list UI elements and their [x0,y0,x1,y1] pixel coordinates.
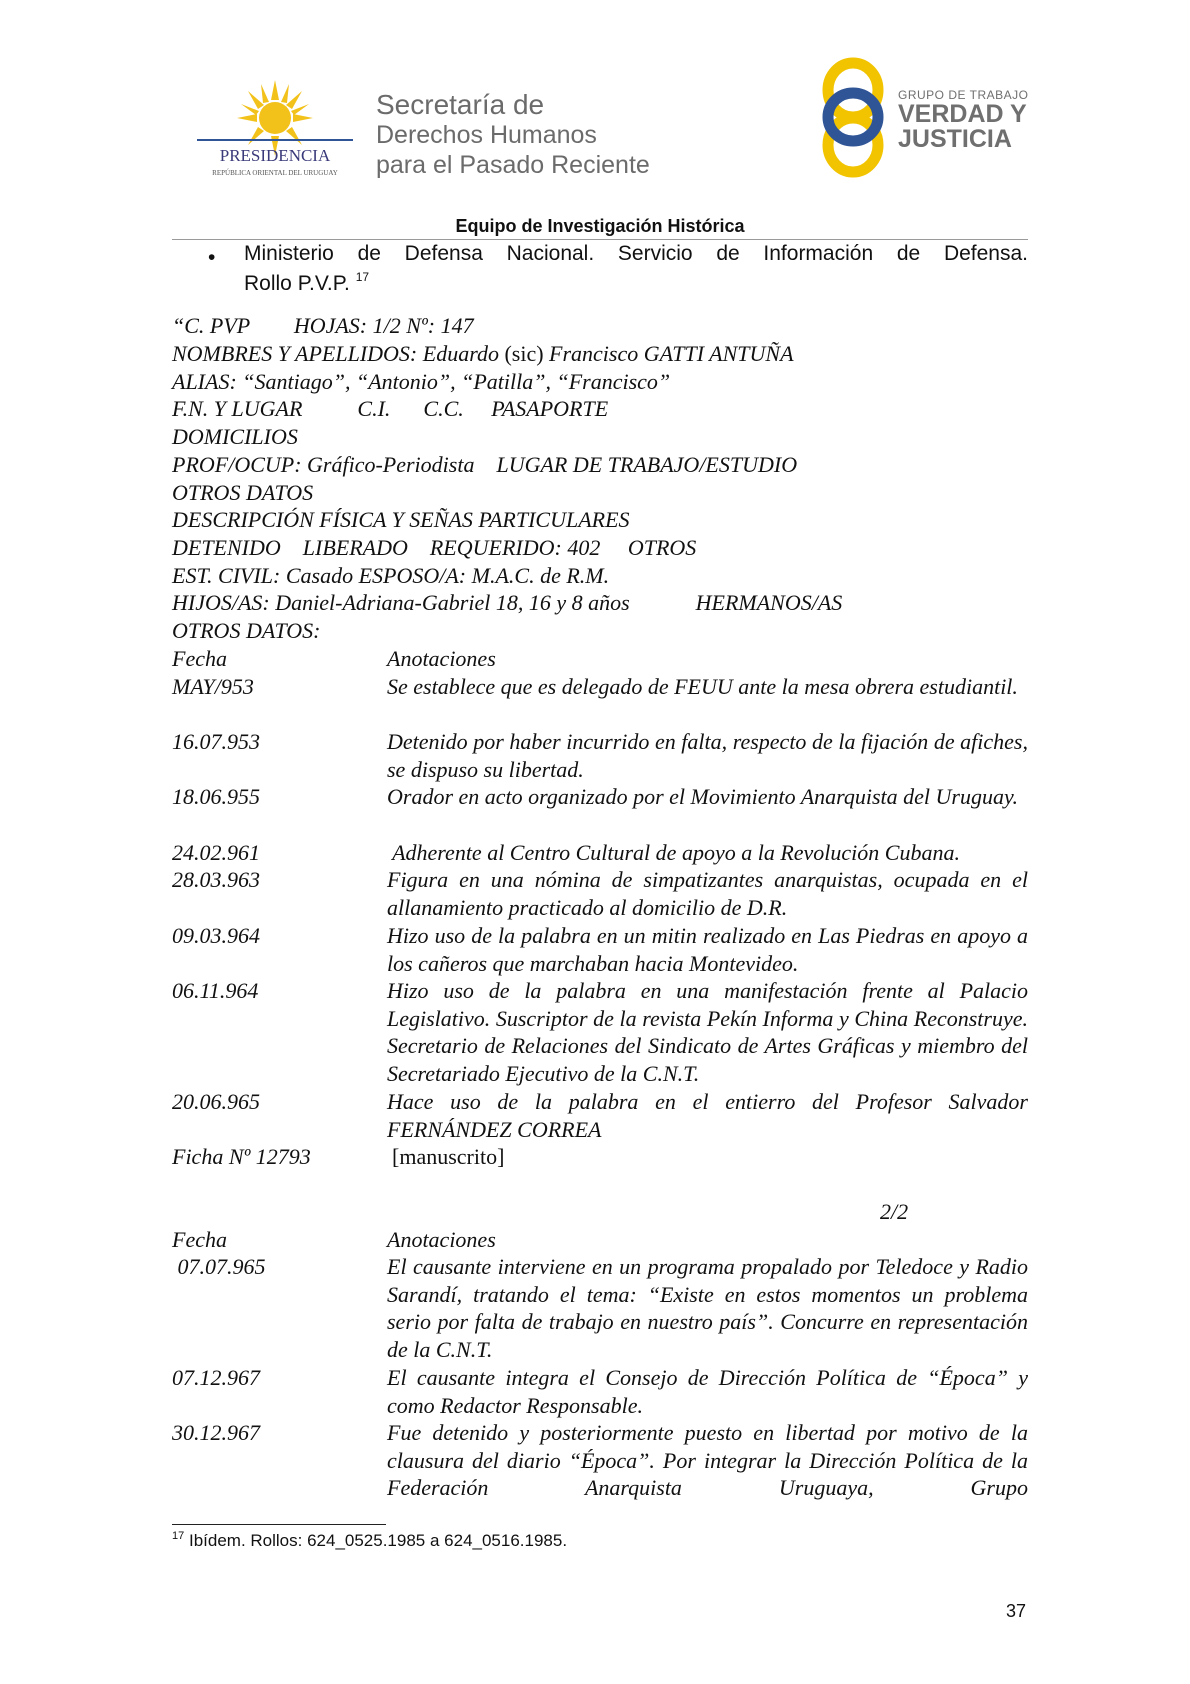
record-line-8: DESCRIPCIÓN FÍSICA Y SEÑAS PARTICULARES [172,507,630,532]
record-line-6: PROF/OCUP: Gráfico-Periodista LUGAR DE TRABAJO/ESTUDIO [172,452,798,477]
record-line-2a: NOMBRES Y APELLIDOS: Eduardo [172,341,499,366]
table2-date: 07.07.965 [172,1254,266,1279]
record-line-10: EST. CIVIL: Casado ESPOSO/A: M.A.C. de R.M. [172,563,610,588]
table1-date: 20.06.965 [172,1089,260,1114]
record-line-7: OTROS DATOS [172,480,314,505]
secretaria-line-2: Derechos Humanos [376,121,597,149]
gtvj-small: GRUPO DE TRABAJO [898,88,1029,102]
table1-text: Hace uso de la palabra en el entierro del Profesor Salvador FERNÁNDEZ CORREA [387,1089,1028,1142]
table1-text: Hizo uso de la palabra en una manifestación frente al Palacio Legislativo. Suscriptor de la revista Pekín Informa y China Reconstruye. Secretario de Relaciones del Sindicato de Artes Gráficas y miembro del Secretariado Ejecutivo de la C.N.T. [387,978,1028,1087]
bullet-line-1: Ministerio de Defensa Nacional. Servicio de Información de Defensa. [244,242,1028,265]
gtvj-line-1: VERDAD Y [898,100,1027,128]
presidencia-label: PRESIDENCIA [219,146,331,165]
verdad-justicia-wordmark [898,88,1028,152]
table1-date: 28.03.963 [172,867,260,892]
secretaria-title [376,90,650,180]
page-mark: 2/2 [880,1199,909,1224]
table1-header-fecha: Fecha [172,646,227,671]
record-line-9: DETENIDO LIBERADO REQUERIDO: 402 OTROS [172,535,697,560]
footnote-ref: 17 [355,270,370,284]
record-line-2 [172,340,1028,368]
table1-date: 24.02.961 [172,840,260,865]
gtvj-line-2: JUSTICIA [898,125,1012,153]
footnote-number: 17 [172,1530,185,1542]
table1-text: Adherente al Centro Cultural de apoyo a la Revolución Cubana. [387,840,960,865]
table1-text: Detenido por haber incurrido en falta, respecto de la fijación de afiches, se dispuso su libertad. [387,729,1028,782]
table1-date: 06.11.964 [172,978,259,1003]
secretaria-line-3: para el Pasado Reciente [376,151,650,179]
table2-date: 07.12.967 [172,1365,260,1390]
presidencia-sublabel: REPÚBLICA ORIENTAL DEL URUGUAY [212,169,338,177]
ficha-label: Ficha Nº 12793 [172,1144,311,1169]
footnote-rule [172,1524,386,1525]
table2-date: 30.12.967 [172,1420,260,1445]
table1-date: 09.03.964 [172,923,260,948]
table1-text: Se establece que es delegado de FEUU ante la mesa obrera estudiantil. [387,674,1018,699]
table1-header-anotaciones: Anotaciones [387,646,496,671]
page-number: 37 [1006,1601,1027,1621]
record-line-2-sic: (sic) [498,341,550,366]
table2-header-fecha: Fecha [172,1227,227,1252]
record-line-1: “C. PVP HOJAS: 1/2 Nº: 147 [172,313,474,338]
footnote [172,1530,567,1551]
table2-header-anotaciones: Anotaciones [387,1227,496,1252]
table2-text: Fue detenido y posteriormente puesto en libertad por motivo de la clausura del diario “Época”. Por integrar la Dirección Política de la Federación Anarquista Uruguaya, Grupo [387,1420,1028,1501]
bullet-symbol: • [208,246,216,269]
record-line-11: HIJOS/AS: Daniel-Adriana-Gabriel 18, 16 y 8 años HERMANOS/AS [172,590,843,615]
record-line-4: F.N. Y LUGAR C.I. C.C. PASAPORTE [172,396,609,421]
secretaria-line-1: Secretaría de [376,89,545,120]
table1-date: 16.07.953 [172,729,260,754]
footnote-text: Ibídem. Rollos: 624_0525.1985 a 624_0516.1985. [184,1531,568,1550]
table1-date: 18.06.955 [172,784,260,809]
table2-text: El causante interviene en un programa propalado por Teledoce y Radio Sarandí, tratando el tema: “Existe en estos momentos un problema serio por falta de trabajo en nuestro país”. Concurre en representación de la C.N.T. [387,1254,1028,1363]
table2-text: El causante integra el Consejo de Dirección Política de “Época” y como Redactor Responsable. [387,1365,1028,1418]
table1-date: MAY/953 [172,674,254,699]
table1-text: Hizo uso de la palabra en un mitin realizado en Las Piedras en apoyo a los cañeros que marchaban hacia Montevideo. [387,923,1028,976]
header-rule [172,239,1028,240]
record-line-2c: Francisco GATTI ANTUÑA [549,341,794,366]
record-line-12: OTROS DATOS: [172,618,321,643]
record-line-3: ALIAS: “Santiago”, “Antonio”, “Patilla”, “Francisco” [172,369,671,394]
table1-text: Figura en una nómina de simpatizantes anarquistas, ocupada en el allanamiento practicado al domicilio de D.R. [387,867,1028,920]
record-line-5: DOMICILIOS [172,424,298,449]
team-title: Equipo de Investigación Histórica [455,216,745,236]
bullet-line-2-text: Rollo P.V.P. [244,272,350,295]
table1-text: Orador en acto organizado por el Movimiento Anarquista del Uruguay. [387,784,1019,809]
ficha-note: [manuscrito] [392,1144,505,1169]
bullet-line-2 [244,270,369,296]
presidencia-sun-logo [195,78,355,178]
